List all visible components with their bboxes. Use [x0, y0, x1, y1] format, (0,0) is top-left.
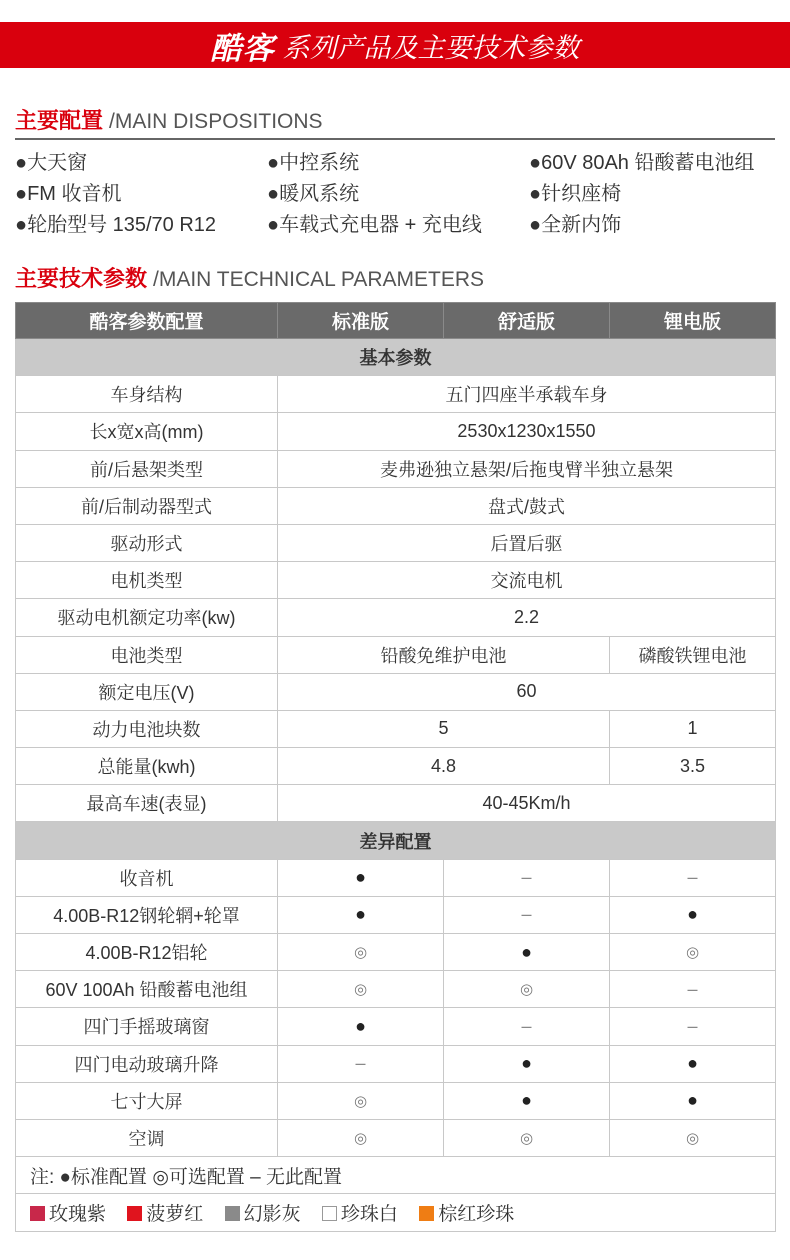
param-label: 4.00B-R12铝轮: [16, 934, 278, 971]
param-label: 额定电压(V): [16, 673, 278, 710]
color-name: 幻影灰: [243, 1203, 301, 1225]
config-mark: –: [610, 859, 776, 896]
color-name: 玫瑰紫: [49, 1203, 107, 1225]
group-label: 差异配置: [16, 822, 776, 859]
param-value: 2530x1230x1550: [278, 413, 776, 450]
config-mark: –: [444, 1008, 610, 1045]
param-label: 动力电池块数: [16, 710, 278, 747]
config-mark: ◎: [278, 934, 444, 971]
banner-title: 系列产品及主要技术参数: [282, 32, 580, 63]
table-row: [16, 524, 776, 561]
group-row-basic: [16, 339, 776, 376]
brand-logo-text: 酷客: [210, 30, 275, 66]
config-mark: ◎: [610, 1119, 776, 1156]
table-row: [16, 934, 776, 971]
config-mark: ●: [610, 1045, 776, 1082]
section-heading-dispositions: [15, 104, 775, 140]
color-swatch: [225, 1206, 240, 1221]
config-mark: ●: [278, 1008, 444, 1045]
header-cell: 酷客参数配置: [16, 303, 278, 339]
param-label: 前/后悬架类型: [16, 450, 278, 487]
param-value: 五门四座半承载车身: [278, 376, 776, 413]
config-mark: –: [610, 1008, 776, 1045]
color-option: [225, 1204, 301, 1225]
param-label: 收音机: [16, 859, 278, 896]
param-value: 3.5: [610, 748, 776, 785]
config-mark: ●: [278, 896, 444, 933]
feature-item: ●FM 收音机: [15, 183, 122, 205]
param-label: 四门电动玻璃升降: [16, 1045, 278, 1082]
param-label: 电池类型: [16, 636, 278, 673]
group-label: 基本参数: [16, 339, 776, 376]
legend-note: 注: ●标准配置 ◎可选配置 – 无此配置: [16, 1157, 776, 1194]
param-label: 最高车速(表显): [16, 785, 278, 822]
param-value: 5: [278, 710, 610, 747]
config-mark: –: [444, 859, 610, 896]
config-mark: ●: [444, 934, 610, 971]
color-name: 珍珠白: [340, 1203, 398, 1225]
param-value: 40-45Km/h: [278, 785, 776, 822]
config-mark: –: [278, 1045, 444, 1082]
feature-item: ●60V 80Ah 铅酸蓄电池组: [529, 152, 755, 174]
param-label: 车身结构: [16, 376, 278, 413]
color-options: [16, 1194, 776, 1231]
config-mark: ◎: [610, 934, 776, 971]
config-mark: –: [610, 971, 776, 1008]
param-label: 七寸大屏: [16, 1082, 278, 1119]
table-row: [16, 785, 776, 822]
param-value: 麦弗逊独立悬架/后拖曳臂半独立悬架: [278, 450, 776, 487]
table-row: [16, 599, 776, 636]
color-option: [127, 1204, 203, 1225]
table-header-row: [16, 303, 776, 339]
parameters-table: [15, 302, 776, 1232]
feature-item: ●针织座椅: [529, 183, 622, 205]
color-options-row: [16, 1194, 776, 1231]
color-option: [419, 1204, 514, 1225]
feature-item: ●轮胎型号 135/70 R12: [15, 214, 217, 236]
table-row: [16, 859, 776, 896]
section-title-en: /MAIN TECHNICAL PARAMETERS: [153, 268, 485, 291]
param-label: 电机类型: [16, 562, 278, 599]
param-value: 4.8: [278, 748, 610, 785]
table-row: [16, 748, 776, 785]
section-title-cn: 主要技术参数: [15, 266, 148, 291]
table-row: [16, 1045, 776, 1082]
param-value: 磷酸铁锂电池: [610, 636, 776, 673]
color-swatch: [322, 1206, 337, 1221]
param-label: 长x宽x高(mm): [16, 413, 278, 450]
config-mark: ●: [444, 1045, 610, 1082]
color-swatch: [127, 1206, 142, 1221]
param-label: 驱动电机额定功率(kw): [16, 599, 278, 636]
param-label: 前/后制动器型式: [16, 487, 278, 524]
param-value: 铅酸免维护电池: [278, 636, 610, 673]
config-mark: ◎: [444, 1119, 610, 1156]
section-title-cn: 主要配置: [15, 108, 104, 133]
param-label: 四门手摇玻璃窗: [16, 1008, 278, 1045]
table-row: [16, 450, 776, 487]
param-value: 60: [278, 673, 776, 710]
config-mark: ◎: [278, 1082, 444, 1119]
table-row: [16, 1008, 776, 1045]
param-label: 空调: [16, 1119, 278, 1156]
feature-list: [15, 150, 785, 238]
table-row: [16, 971, 776, 1008]
legend-note-row: [16, 1157, 776, 1194]
table-row: [16, 636, 776, 673]
param-value: 2.2: [278, 599, 776, 636]
param-label: 60V 100Ah 铅酸蓄电池组: [16, 971, 278, 1008]
color-name: 菠萝红: [146, 1203, 204, 1225]
param-value: 盘式/鼓式: [278, 487, 776, 524]
param-value: 1: [610, 710, 776, 747]
section-title-en: /MAIN DISPOSITIONS: [109, 110, 323, 133]
title-banner: [0, 22, 790, 68]
header-cell: 锂电版: [610, 303, 776, 339]
section-heading-parameters: [15, 262, 775, 294]
table-row: [16, 1082, 776, 1119]
table-row: [16, 562, 776, 599]
table-row: [16, 673, 776, 710]
feature-item: ●暖风系统: [267, 183, 360, 205]
param-value: 交流电机: [278, 562, 776, 599]
param-label: 4.00B-R12钢轮辋+轮罩: [16, 896, 278, 933]
color-swatch: [419, 1206, 434, 1221]
header-cell: 舒适版: [444, 303, 610, 339]
feature-item: ●大天窗: [15, 152, 88, 174]
color-option: [322, 1204, 398, 1225]
config-mark: ●: [610, 896, 776, 933]
config-mark: ◎: [278, 971, 444, 1008]
header-cell: 标准版: [278, 303, 444, 339]
feature-item: ●中控系统: [267, 152, 360, 174]
table-row: [16, 376, 776, 413]
group-row-diff: [16, 822, 776, 859]
config-mark: –: [444, 896, 610, 933]
table-row: [16, 896, 776, 933]
table-row: [16, 413, 776, 450]
color-swatch: [30, 1206, 45, 1221]
feature-item: ●全新内饰: [529, 214, 622, 236]
table-row: [16, 710, 776, 747]
param-value: 后置后驱: [278, 524, 776, 561]
param-label: 驱动形式: [16, 524, 278, 561]
table-row: [16, 1119, 776, 1156]
table-row: [16, 487, 776, 524]
param-label: 总能量(kwh): [16, 748, 278, 785]
color-option: [30, 1204, 106, 1225]
config-mark: ●: [610, 1082, 776, 1119]
config-mark: ●: [278, 859, 444, 896]
config-mark: ●: [444, 1082, 610, 1119]
config-mark: ◎: [444, 971, 610, 1008]
config-mark: ◎: [278, 1119, 444, 1156]
color-name: 棕红珍珠: [438, 1203, 515, 1225]
feature-item: ●车载式充电器 + 充电线: [267, 214, 482, 236]
